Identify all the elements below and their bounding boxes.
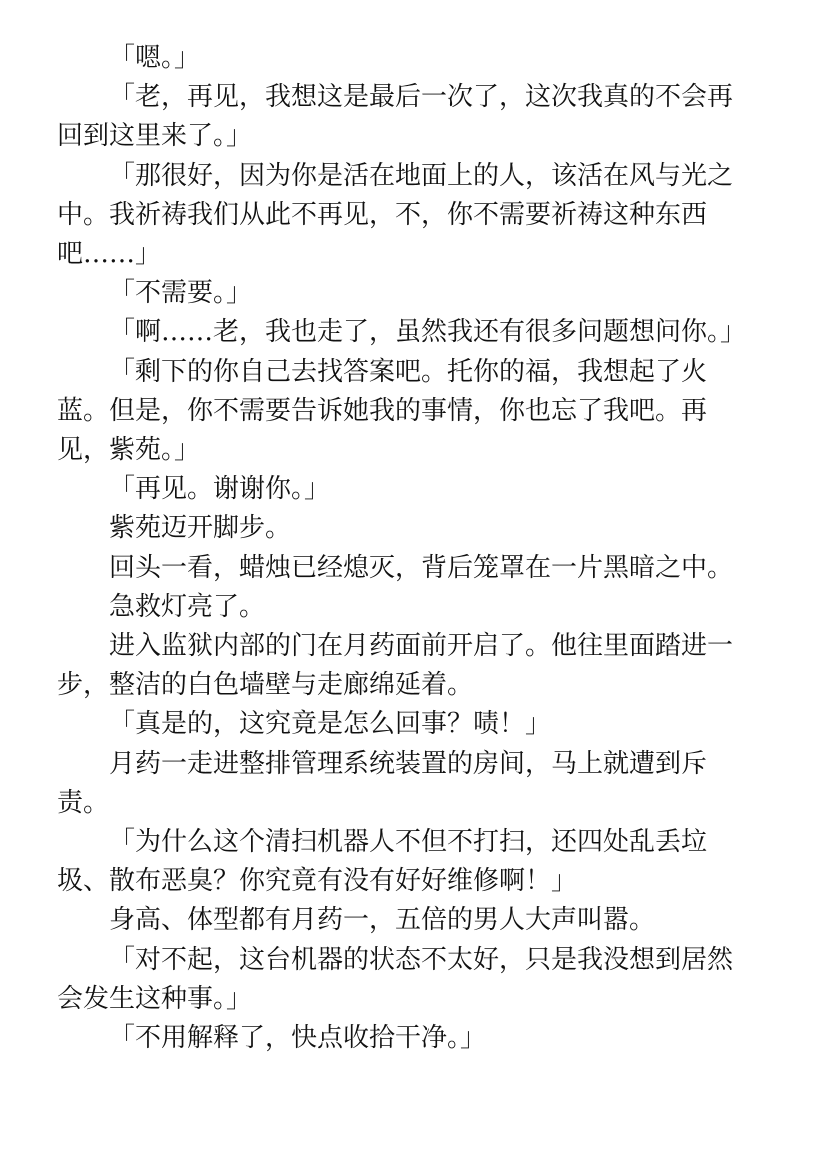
- paragraph-11: 进入监狱内部的门在月药面前开启了。他往里面踏进一步，整洁的白色墙壁与走廊绵延着。: [57, 631, 734, 701]
- paragraph-3: 「那很好，因为你是活在地面上的人，该活在风与光之中。我祈祷我们从此不再见，不，你不需要祈祷这种东西吧……」: [57, 160, 734, 270]
- paragraph-10: 急救灯亮了。: [109, 591, 266, 622]
- paragraph-15: 身高、体型都有月药一，五倍的男人大声叫嚣。: [109, 905, 656, 936]
- paragraph-16: 「对不起，这台机器的状态不太好，只是我没想到居然会发生这种事。」: [57, 944, 734, 1014]
- paragraph-13: 月药一走进整排管理系统装置的房间，马上就遭到斥责。: [57, 748, 708, 818]
- paragraph-9: 回头一看，蜡烛已经熄灭，背后笼罩在一片黑暗之中。: [109, 552, 734, 583]
- paragraph-8: 紫苑迈开脚步。: [109, 513, 292, 544]
- paragraph-7: 「再见。谢谢你。」: [109, 474, 331, 505]
- document-page: [57, 39, 757, 1058]
- paragraph-17: 「不用解释了，快点收拾干净。」: [109, 1023, 487, 1054]
- paragraph-12: 「真是的，这究竟是怎么回事？啧！」: [109, 709, 552, 740]
- paragraph-6: 「剩下的你自己去找答案吧。托你的福，我想起了火蓝。但是，你不需要告诉她我的事情，你也忘了我吧。再见，紫苑。」: [57, 356, 708, 466]
- paragraph-14: 「为什么这个清扫机器人不但不打扫，还四处乱丢垃圾、散布恶臭？你究竟有没有好好维修啊！」: [57, 827, 708, 897]
- paragraph-5: 「啊……老，我也走了，虽然我还有很多问题想问你。」: [109, 317, 747, 348]
- paragraph-2: 「老，再见，我想这是最后一次了，这次我真的不会再回到这里来了。」: [57, 82, 734, 152]
- paragraph-4: 「不需要。」: [109, 278, 253, 309]
- paragraph-1: 「嗯。」: [109, 43, 201, 73]
